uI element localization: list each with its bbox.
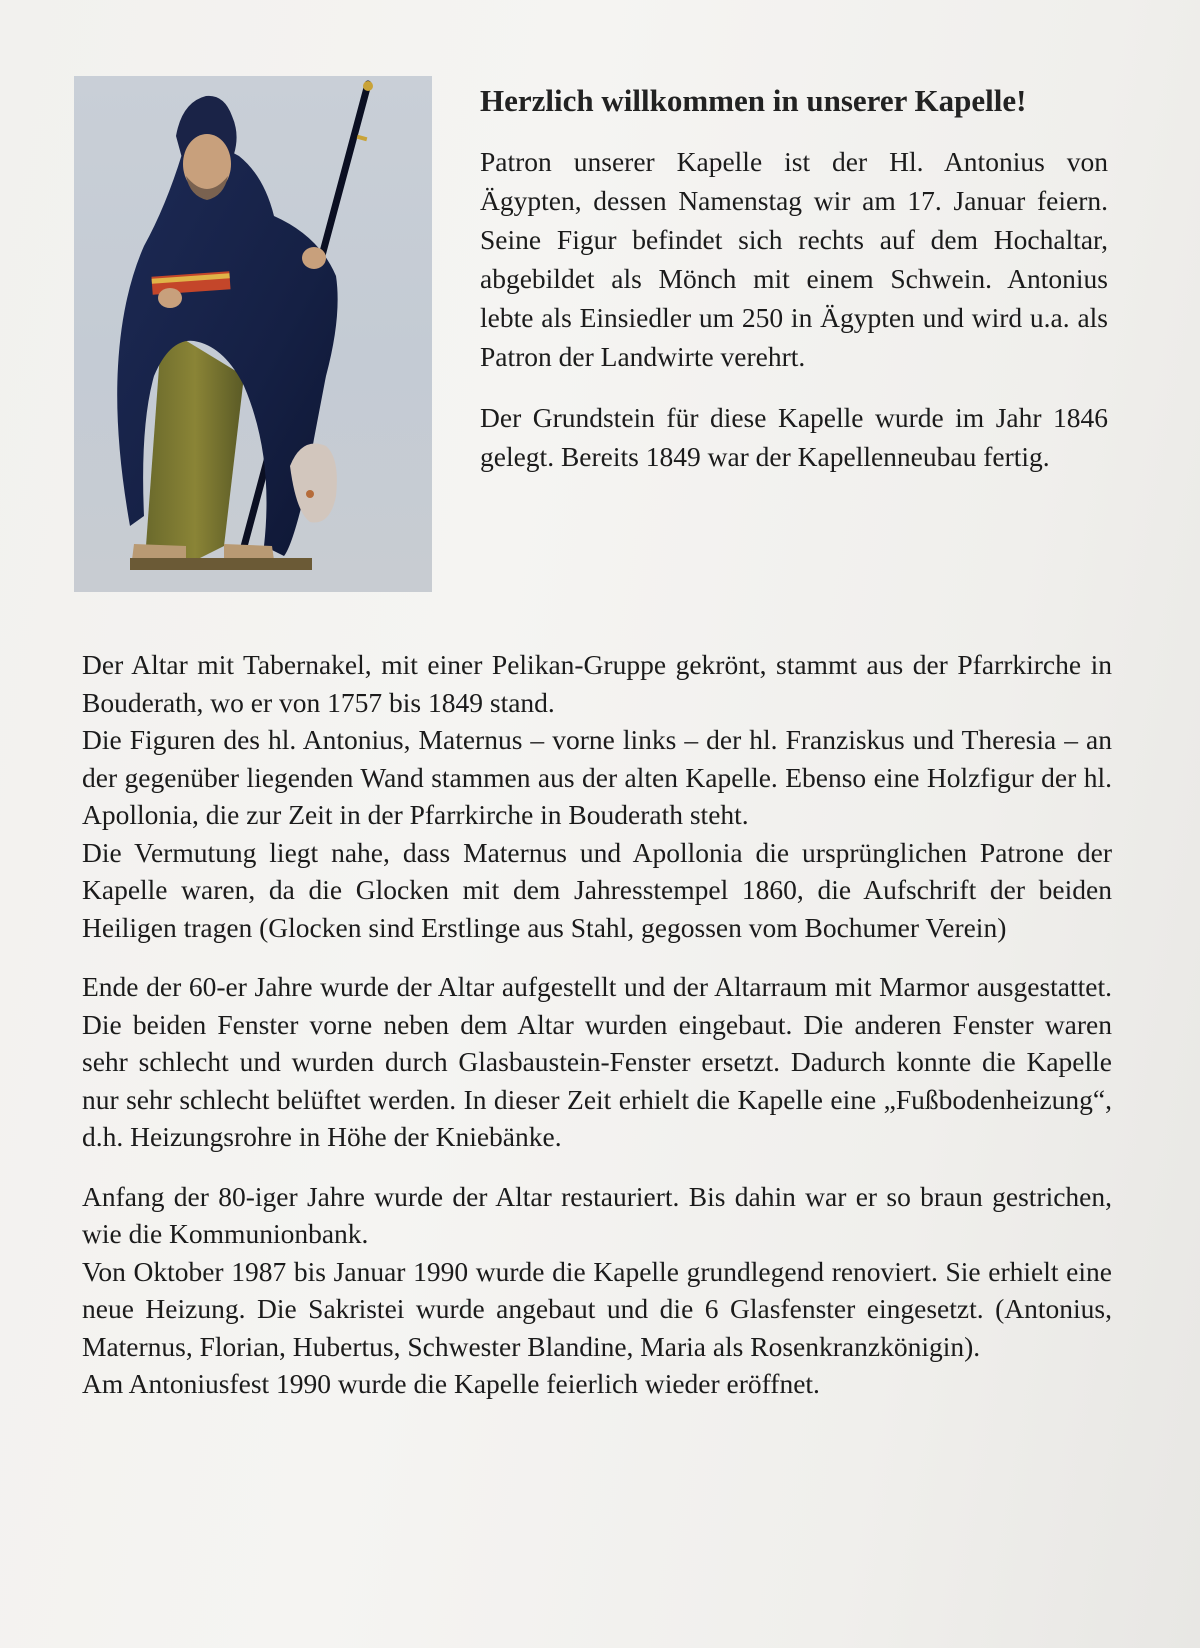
paragraph-altar: Der Altar mit Tabernakel, mit einer Pelikan-Gruppe gekrönt, stammt aus der Pfarrkirche in Bouderath, wo er von 1757 bis 1849 stand.	[82, 649, 1112, 718]
intro-paragraph-foundation: Der Grundstein für diese Kapelle wurde im Jahr 1846 gelegt. Bereits 1849 war der Kapellenneubau fertig.	[480, 402, 1108, 472]
paragraph-renovation: Von Oktober 1987 bis Januar 1990 wurde die Kapelle grundlegend renoviert. Sie erhielt eine neue Heizung. Die Sakristei wurde angebaut und die 6 Glasfenster eingesetzt. (Antonius, Maternus, Florian, Hubertus, Schwester Blandine, Maria als Rosenkranzkönigin).	[82, 1255, 1112, 1362]
antonius-statue-photo	[74, 76, 432, 592]
history-text	[82, 646, 1112, 1403]
paragraph-sixties: Ende der 60-er Jahre wurde der Altar aufgestellt und der Altarraum mit Marmor ausgestattet. Die beiden Fenster vorne neben dem Altar wurden eingebaut. Die anderen Fenster waren sehr schlecht und wurden durch Glasbaustein-Fenster ersetzt. Dadurch konnte die Kapelle nur sehr schlecht belüftet werden. In dieser Zeit erhielt die Kapelle eine „Fußbodenheizung“, d.h. Heizungsrohre in Höhe der Kniebänke.	[82, 971, 1112, 1152]
antonius-statue-illustration	[74, 76, 432, 592]
paragraph-figures: Die Figuren des hl. Antonius, Maternus – vorne links – der hl. Franziskus und Theresia – an der gegenüber liegenden Wand stammen aus der alten Kapelle. Ebenso eine Holzfigur der hl. Apollonia, die zur Zeit in der Pfarrkirche in Bouderath steht.	[82, 724, 1112, 830]
intro-paragraph-patron: Patron unserer Kapelle ist der Hl. Antonius von Ägypten, dessen Namenstag wir am 17. Januar feiern. Seine Figur befindet sich rechts auf dem Hochaltar, abgebildet als Mönch mit einem Schwein. Antonius lebte als Einsiedler um 250 in Ägypten und wird u.a. als Patron der Landwirte verehrt.	[480, 146, 1108, 372]
paragraph-bells: Die Vermutung liegt nahe, dass Maternus und Apollonia die ursprünglichen Patrone der Kapelle waren, da die Glocken mit dem Jahresstempel 1860, die Aufschrift der beiden Heiligen tragen (Glocken sind Erstlinge aus Stahl, gegossen vom Bochumer Verein)	[82, 836, 1112, 943]
paragraph-eighties: Anfang der 80-iger Jahre wurde der Altar restauriert. Bis dahin war er so braun gestrichen, wie die Kommunionbank.	[82, 1180, 1112, 1249]
intro-column	[480, 80, 1108, 476]
paragraph-reopening: Am Antoniusfest 1990 wurde die Kapelle feierlich wieder eröffnet.	[82, 1368, 820, 1399]
page-title: Herzlich willkommen in unserer Kapelle!	[480, 83, 1027, 118]
